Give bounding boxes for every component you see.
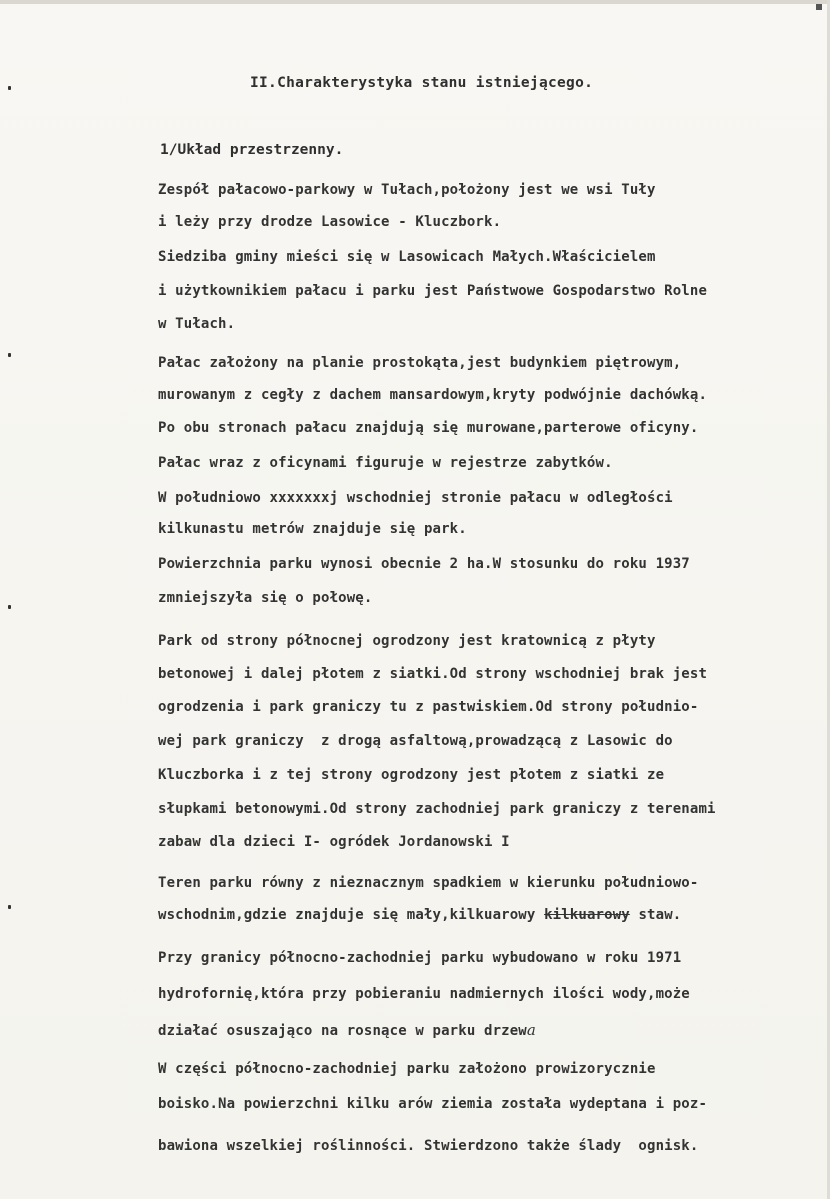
text-line: Teren parku równy z nieznacznym spadkiem w kierunku południowo-	[158, 875, 699, 891]
text-line: Powierzchnia parku wynosi obecnie 2 ha.W stosunku do roku 1937	[158, 556, 690, 572]
text-line: bawiona wszelkiej roślinności. Stwierdzono także ślady ognisk.	[158, 1138, 699, 1154]
text-line: Zespół pałacowo-parkowy w Tułach,położony jest we wsi Tuły	[158, 182, 656, 198]
text-line: Kluczborka i z tej strony ogrodzony jest płotem z siatki ze	[158, 767, 665, 783]
struck-word: kilkuarowy	[544, 907, 630, 923]
page-edge-top	[0, 0, 830, 4]
text-segment: wschodnim,gdzie znajduje się mały,kilkuarowy	[158, 907, 536, 923]
document-title: II.Charakterystyka stanu istniejącego.	[250, 75, 594, 91]
text-line: murowanym z cegły z dachem mansardowym,kryty podwójnie dachówką.	[158, 387, 708, 403]
text-line: i użytkownikiem pałacu i parku jest Państwowe Gospodarstwo Rolne	[158, 283, 708, 299]
handwritten-letter: a	[526, 1021, 536, 1039]
margin-dot	[8, 605, 11, 609]
text-line: kilkunastu metrów znajduje się park.	[158, 521, 467, 537]
text-line-with-correction	[158, 907, 681, 923]
corner-mark	[816, 4, 822, 10]
margin-dot	[8, 353, 11, 357]
text-line: Park od strony północnej ogrodzony jest kratownicą z płyty	[158, 633, 656, 649]
text-line: i leży przy drodze Lasowice - Kluczbork.	[158, 214, 502, 230]
text-line: Przy granicy północno-zachodniej parku wybudowano w roku 1971	[158, 950, 682, 966]
margin-dot	[8, 86, 11, 90]
text-line: Siedziba gminy mieści się w Lasowicach Małych.Właścicielem	[158, 249, 656, 265]
text-line: wej park graniczy z drogą asfaltową,prowadzącą z Lasowic do	[158, 733, 673, 749]
text-line: Pałac założony na planie prostokąta,jest budynkiem piętrowym,	[158, 355, 682, 371]
margin-dot	[8, 905, 11, 909]
text-segment: działać osuszająco na rosnące w parku drzew	[158, 1023, 527, 1039]
text-line: W części północno-zachodniej parku założono prowizorycznie	[158, 1061, 656, 1077]
text-line: betonowej i dalej płotem z siatki.Od strony wschodniej brak jest	[158, 666, 708, 682]
text-line: zabaw dla dzieci I- ogródek Jordanowski I	[158, 834, 510, 850]
text-segment: staw.	[638, 907, 682, 923]
text-line: ogrodzenia i park graniczy tu z pastwiskiem.Od strony południo-	[158, 699, 699, 715]
text-line: boisko.Na powierzchni kilku arów ziemia została wydeptana i poz-	[158, 1096, 708, 1112]
text-line: zmniejszyła się o połowę.	[158, 590, 373, 606]
text-line: w Tułach.	[158, 316, 236, 332]
text-line: słupkami betonowymi.Od strony zachodniej park graniczy z terenami	[158, 801, 716, 817]
text-line: hydrofornię,która przy pobieraniu nadmiernych ilości wody,może	[158, 986, 690, 1002]
section-heading: 1/Układ przestrzenny.	[160, 142, 344, 158]
text-line-with-handwriting	[158, 1021, 536, 1039]
text-line: W południowo xxxxxxxj wschodniej stronie pałacu w odległości	[158, 490, 673, 506]
text-line: Pałac wraz z oficynami figuruje w rejestrze zabytków.	[158, 455, 613, 471]
text-line: Po obu stronach pałacu znajdują się murowane,parterowe oficyny.	[158, 420, 699, 436]
